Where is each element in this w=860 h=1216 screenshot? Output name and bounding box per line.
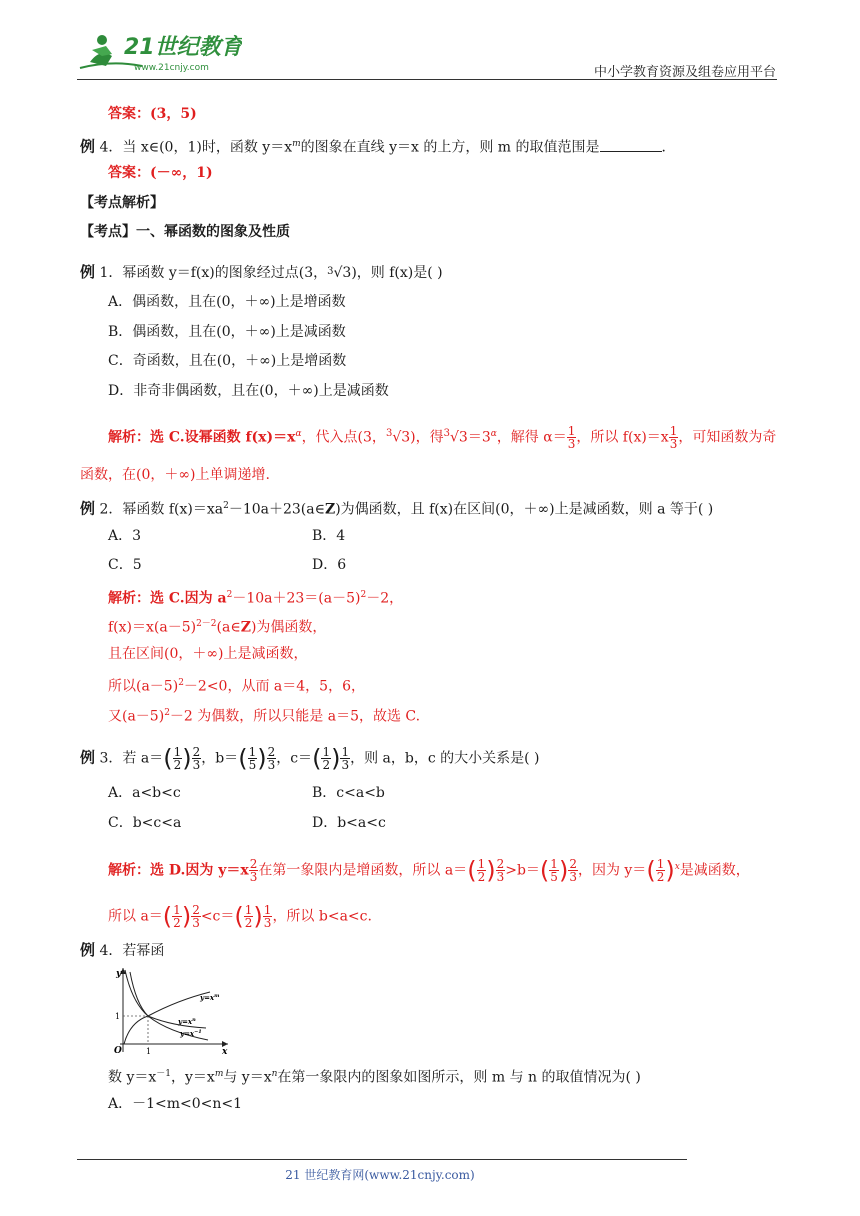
x-tick-1: 1 [146, 1047, 152, 1056]
y-tick-1: 1 [115, 1012, 121, 1021]
q2-option-d: D．6 [312, 557, 347, 573]
q2-option-c: C．5 [108, 557, 142, 573]
q1-solution-line-1: 解析：选 C.设幂函数 $f(x)=x^\alpha$，代入点(3，$^3$√3)，得$^3√3=3^\alpha$，解得 α＝ $\frac{1}{3}$ ，所以 f(x)＝x $\frac{1}{3}$ ，可知函数为奇 [108, 424, 777, 452]
q2-option-a: A．3 [108, 528, 142, 544]
q1-option-a: A．偶函数，且在(0，＋∞)上是增函数 [108, 294, 346, 310]
footer-text: 21 世纪教育网(www.21cnjy.com) [285, 1168, 475, 1182]
origin-label: O [114, 1046, 122, 1056]
platform-name: 中小学教育资源及组卷应用平台 [593, 65, 776, 80]
q2-solution-line-2: $f(x)=x(a-5)^{2-2}(a\in Z)$为偶函数， [108, 619, 327, 636]
q3-option-b: B．c<a<b [312, 785, 385, 801]
q3-option-a: A．a<b<c [108, 785, 181, 801]
q1-option-b: B．偶函数，且在(0，＋∞)上是减函数 [108, 324, 346, 340]
curve-m-label: $y=x^m$ [200, 993, 220, 1002]
q2-solution-line-1: 解析：选 C.因为 $a^2-10a+23=(a-5)^2-2$， [108, 590, 404, 607]
header-divider [77, 79, 777, 80]
question-3: 例 3．若 a＝( $\frac{1}{2}$ ) $\frac{2}{3}$ ，b＝( $\frac{1}{5}$ ) $\frac{2}{3}$ ，c＝( $\frac{1}{2}$ ) $\frac{1}{3}$ ，则 a，b，c 的大小关系是( ) [80, 744, 540, 773]
q2-solution-line-5: 又$(a-5)^2-2$ 为偶数，所以只能是 a＝5，故选 C. [108, 708, 421, 725]
answer-3: 答案：(3，5) [108, 106, 197, 122]
knowledge-point-heading: 【考点】一、幂函数的图象及性质 [80, 224, 290, 240]
curve-inverse-label: $y=x^{-1}$ [180, 1029, 202, 1038]
q2-solution-line-3: 且在区间(0，＋∞)上是减函数， [108, 646, 308, 662]
q4-option-a: A．－1<m<0<n<1 [108, 1096, 243, 1112]
q2-option-b: B．4 [312, 528, 346, 544]
q1-solution-line-2: 函数，在(0，＋∞)上单调递增. [80, 467, 270, 483]
logo-url: www.21cnjy.com [134, 63, 209, 73]
question-2: 例 2．幂函数 $f(x)=xa^2-10a+23(a\in Z)$为偶函数，且 f(x)在区间(0，＋∞)上是减函数，则 a 等于( ) [80, 499, 714, 518]
section-heading: 【考点解析】 [80, 195, 164, 211]
footer-divider [77, 1159, 687, 1160]
site-logo [72, 26, 242, 76]
q1-option-d: D．非奇非偶函数，且在(0，＋∞)上是减函数 [108, 383, 389, 399]
question-1: 例 1．幂函数 y＝f(x)的图象经过点(3，$^3$√3)，则 f(x)是( ) [80, 263, 443, 281]
question-4: 例 4．若幂函 [80, 941, 165, 959]
answer-blank [600, 138, 662, 152]
y-axis-label: y [116, 969, 122, 979]
question-4-continued: 数 $y=x^{-1}$，$y=x^m$与 $y=x^n$在第一象限内的图象如图所示，则 m 与 n 的取值情况为( ) [108, 1069, 641, 1086]
q3-solution-line-1: 解析：选 D.因为 y＝x $\frac{2}{3}$ 在第一象限内是增函数，所以 a＝( $\frac{1}{2}$ ) $\frac{2}{3}$ >b＝( $\frac{1}{5}$ ) $\frac{2}{3}$ ，因为 y＝( $\frac{1}{2}$ )$^x$是减函数， [108, 856, 750, 885]
answer-4: 答案：(－∞，1) [108, 165, 213, 181]
q3-option-d: D．b<a<c [312, 815, 386, 831]
curve-n-label: $y=x^n$ [178, 1017, 196, 1026]
example-4-prev: 例 4．当 x∈(0，1)时，函数 $y=x^m$的图象在直线 y＝x 的上方，则 m 的取值范围是 ． [80, 137, 676, 156]
x-axis-label: x [222, 1047, 228, 1057]
q3-option-c: C．b<c<a [108, 815, 182, 831]
q2-solution-line-4: 所以$(a-5)^2-2<0$，从而 a＝4，5，6， [108, 678, 365, 695]
power-function-graph [108, 962, 233, 1057]
logo-text: 21世纪教育 [124, 35, 242, 60]
q1-option-c: C．奇函数，且在(0，＋∞)上是增函数 [108, 353, 347, 369]
q3-solution-line-2: 所以 a＝( $\frac{1}{2}$ ) $\frac{2}{3}$ <c＝( $\frac{1}{2}$ ) $\frac{1}{3}$ ，所以 b<a<c. [108, 902, 372, 931]
